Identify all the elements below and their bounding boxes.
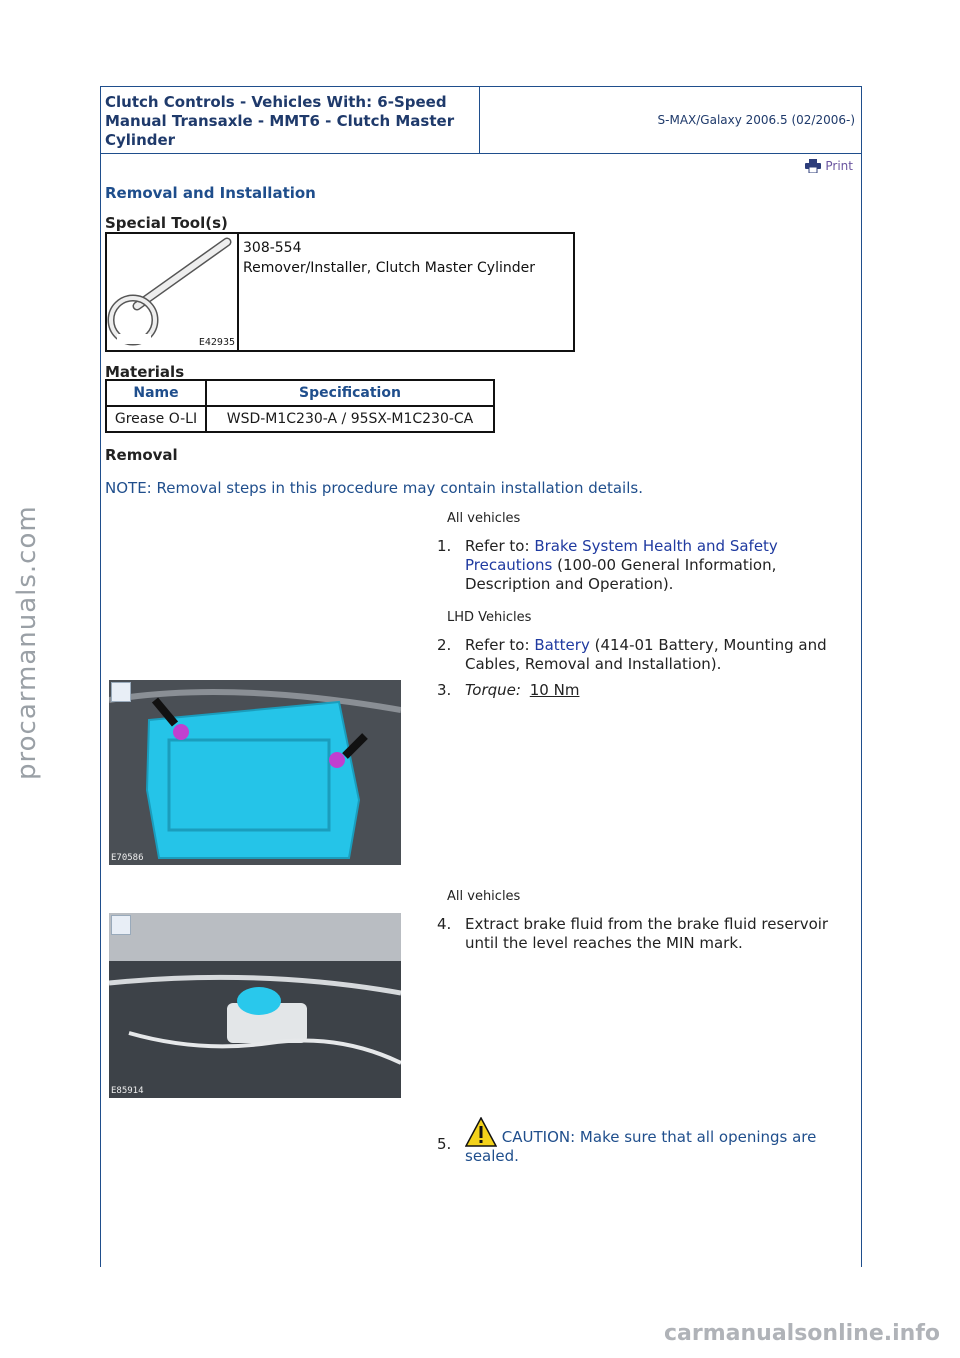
special-tool-table [105,232,575,352]
removal-note: NOTE: Removal steps in this procedure may contain installation details. [105,479,643,497]
printer-icon [805,159,821,173]
group-label: LHD Vehicles [447,610,532,625]
table-row [106,406,494,432]
step-body: Extract brake fluid from the brake fluid reservoir until the level reaches the MIN mark. [465,915,829,952]
side-watermark: procarmanuals.com [12,505,42,780]
step-body [465,1117,850,1166]
step-number: 5. [437,1135,452,1153]
step-5 [437,1117,847,1177]
tool-name: Remover/Installer, Clutch Master Cylinder [243,260,535,276]
removal-heading: Removal [105,446,178,464]
caution-text: CAUTION: Make sure that all openings are sealed. [465,1128,817,1165]
tool-image [107,234,239,350]
warning-icon [465,1117,497,1147]
section-title: Removal and Installation [105,184,316,202]
document-header [101,87,861,154]
step-suffix: (414-01 Battery, Mounting and Cables, Removal and Installation). [465,636,827,673]
col-name: Name [106,380,206,406]
material-name: Grease O-LI [106,406,206,432]
print-label: Print [825,159,853,173]
group-label: All vehicles [447,511,521,526]
link-battery[interactable]: Battery [534,636,590,654]
header-divider [479,87,480,153]
step-number: 3. [437,681,452,699]
materials-table [105,379,495,433]
step-number: 4. [437,915,452,933]
step-number: 2. [437,636,452,654]
link-brake-safety[interactable]: Brake System Health and Safety Precautions [465,537,778,574]
step-body [465,681,850,700]
footer-watermark: carmanualsonline.info [664,1321,940,1346]
battery-tray-image [109,680,401,865]
tool-image-code: E42935 [198,337,235,348]
tool-code: 308-554 [243,240,302,256]
step-prefix: Refer to: [465,537,535,555]
col-specification: Specification [206,380,494,406]
tool-description [243,238,535,278]
step-body [465,636,850,674]
print-button[interactable] [805,159,853,173]
vehicle-model: S-MAX/Galaxy 2006.5 (02/2006-) [657,113,855,127]
group-label: All vehicles [447,889,521,904]
zoom-icon[interactable] [111,915,131,935]
zoom-icon[interactable] [111,682,131,702]
torque-value: 10 Nm [529,681,580,699]
materials-header-row [106,380,494,406]
torque-label: Torque: [465,681,521,699]
image-code: E70586 [111,853,144,863]
step-number: 1. [437,537,452,555]
material-spec: WSD-M1C230-A / 95SX-M1C230-CA [206,406,494,432]
step-prefix: Refer to: [465,636,535,654]
step-body [465,537,850,594]
brake-reservoir-image [109,913,401,1098]
image-code: E85914 [111,1086,144,1096]
special-tools-heading: Special Tool(s) [105,214,228,232]
step-suffix: (100-00 General Information, Description and Operation). [465,556,777,593]
document-frame [100,86,862,1267]
page-title: Clutch Controls - Vehicles With: 6-Speed Manual Transaxle - MMT6 - Clutch Master Cylinder [105,93,455,149]
materials-heading: Materials [105,363,185,381]
